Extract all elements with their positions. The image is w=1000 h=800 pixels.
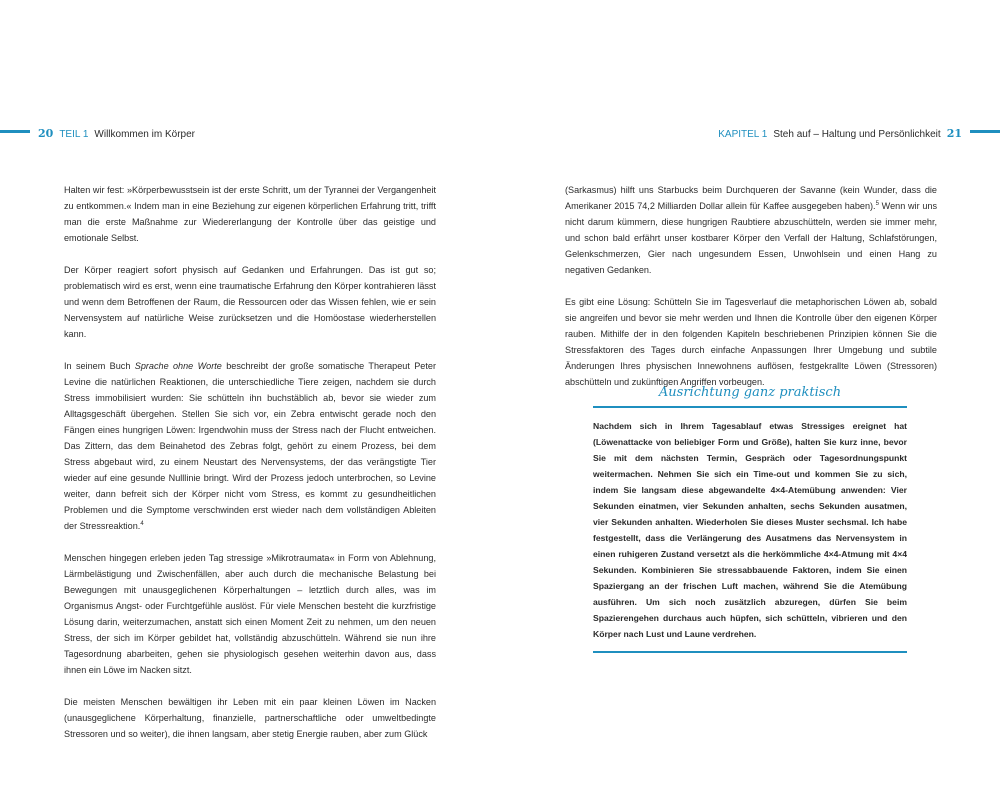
text-run: Wenn wir uns nicht darum kümmern, diese hungrigen Raubtiere abzuschütteln, werden sie immer mehr, und schon bald erfährt unser kostbarer Körper den Verfall der Haltung, Schlafstörungen, Gelenkschmerzen, Gier nach ungesundem Essen, Unwohlsein und einen Hang zu negativen Gedanken. (565, 201, 937, 275)
right-running-head (718, 127, 962, 140)
paragraph: Halten wir fest: »Körperbewusstsein ist der erste Schritt, um der Tyrannei der Vergangenheit zu entkommen.« Indem man in eine Beziehung zur eigenen körperlichen Erfahrung tritt, trifft man die erste Maßnahme zur Wiedererlangung der Kontrolle über das geistige und emotionale Selbst. (64, 185, 436, 243)
part-label: TEIL 1 (59, 129, 89, 140)
practical-box-title: Ausrichtung ganz praktisch (658, 385, 842, 400)
book-title: Sprache ohne Worte (134, 361, 222, 371)
right-text-column (565, 182, 937, 406)
chapter-title: Steh auf – Haltung und Persönlichkeit (773, 129, 941, 140)
footnote-ref[interactable]: 4 (140, 520, 144, 527)
paragraph: Der Körper reagiert sofort physisch auf Gedanken und Erfahrungen. Das ist gut so; problematisch wird es erst, wenn eine traumatische Erfahrung den Körper kontrahieren lässt und wenn dem Betroffenen der Raum, die Ressourcen oder das Wissen fehlen, wie er sein Nervensystem auf natürliche Weise zurücksetzen und die Homöostase wiederherstellen kann. (64, 265, 436, 339)
paragraph: Es gibt eine Lösung: Schütteln Sie im Tagesverlauf die metaphorischen Löwen ab, sobald sie angreifen und bevor sie mehr werden und Ihnen die Kontrolle über den eigenen Körper rauben. Mithilfe der in den folgenden Kapiteln beschriebenen Prinzipien können Sie die Stressfaktoren des Tages durch einfache Anpassungen Ihrer Umgebung und subtile Änderungen Ihres physischen Innewohnens auflösen, festgekrallte Löwen (Stressoren) abschütteln und zukünftigen Angriffen vorbeugen. (565, 297, 937, 387)
left-edge-marker (0, 130, 30, 133)
text-run: (Sarkasmus) hilft uns Starbucks beim Durchqueren der Savanne (kein Wunder, dass die Amerikaner 2015 74,2 Milliarden Dollar allein für Kaffee ausgegeben haben). (565, 185, 937, 211)
text-run: beschreibt der große somatische Therapeut Peter Levine die natürlichen Reaktionen, die unterschiedliche Tiere zeigen, nachdem sie durch Stress immobilisiert wurden: Sie schütteln ihn buchstäblich ab, bevor sie wieder zum Alltagsgeschäft übergehen. Stellen Sie sich vor, ein Zebra entwischt gerade noch den Fängen eines hungrigen Löwen: Irgendwohin muss der Stress nach der Flucht entweichen. Das Zittern, das dem Beinahetod des Zebras folgt, gehört zu einem Prozess, bei dem Stress abgebaut wird, zu einem Neustart des Nervensystems, der das verängstigte Tier wieder auf eine gesunde Nulllinie bringt. Wird der Prozess jedoch unterbrochen, so Levine weiter, dann befreit sich der Körper nicht vom Stress, es kommt zu gesundheitlichen Problemen und die Symptome verschwinden erst wieder nach dem vollständigen Ableiten der Stressreaktion. (64, 361, 436, 531)
left-running-head (38, 127, 195, 140)
chapter-label: KAPITEL 1 (718, 129, 768, 140)
footnote-ref[interactable]: 5 (875, 200, 879, 207)
practical-box-text: Nachdem sich in Ihrem Tagesablauf etwas Stressiges ereignet hat (Löwenattacke von beliebiger Form und Größe), halten Sie kurz inne, bevor Sie mit dem nächsten Termin, Gespräch oder Tagesordnungspunkt weitermachen. Nehmen Sie sich ein Time-out und kommen Sie zu sich, indem Sie langsam diese abgewandelte 4×4-Atemübung anwenden: Vier Sekunden einatmen, vier Sekunden anhalten, sechs Sekunden ausatmen, vier Sekunden anhalten. Wiederholen Sie dieses Muster sechsmal. Ich habe festgestellt, dass die Verlängerung des Ausatmens das Nervensystem in einen ruhigeren Zustand versetzt als die herkömmliche 4×4-Atmung mit 4×4 Sekunden. Kombinieren Sie stressabbauende Faktoren, indem Sie einen Spaziergang an der frischen Luft machen, während Sie die Atemübung ausführen. Um sich noch zusätzlich abzuregen, dürfen Sie beim Spazierengehen durchaus auch hüpfen, sich schütteln, vibrieren und den Körper nach Lust und Laune verdrehen. (593, 421, 907, 639)
paragraph: Menschen hingegen erleben jeden Tag stressige »Mikrotraumata« in Form von Ablehnung, Lärmbelästigung und Zwischenfällen, aber auch durch die mechanische Belastung bei Bewegungen mit unausgeglichenen Körperhaltungen – letztlich durch alles, was im Organismus Angst- oder Furchtgefühle auslöst. Für viele Menschen besteht die kurzfristige Lösung darin, weiterzumachen, anstatt sich einen Moment Zeit zu nehmen, um den neuen Stress, der sich im Körper gebildet hat, vollständig abzuschütteln. Während sie nun ihre Tagesordnung abarbeiten, gehen sie physiologisch gesehen weiterhin davon aus, dass ihnen ein Löwe im Nacken sitzt. (64, 553, 436, 675)
right-page (500, 0, 1000, 800)
part-title: Willkommen im Körper (94, 129, 195, 140)
paragraph (565, 182, 937, 278)
practical-box (593, 406, 907, 653)
left-text-column (64, 182, 436, 758)
right-edge-marker (970, 130, 1000, 133)
left-page-number: 20 (38, 127, 54, 140)
paragraph: Die meisten Menschen bewältigen ihr Leben mit ein paar kleinen Löwen im Nacken (unausgeglichene Körperhaltung, finanzielle, partnerschaftliche oder umweltbedingte Stressoren und so weiter), die ihnen langsam, aber stetig Energie rauben, aber zum Glück (64, 697, 436, 739)
paragraph (64, 358, 436, 534)
text-run: In seinem Buch (64, 361, 135, 371)
right-page-number: 21 (946, 127, 962, 140)
